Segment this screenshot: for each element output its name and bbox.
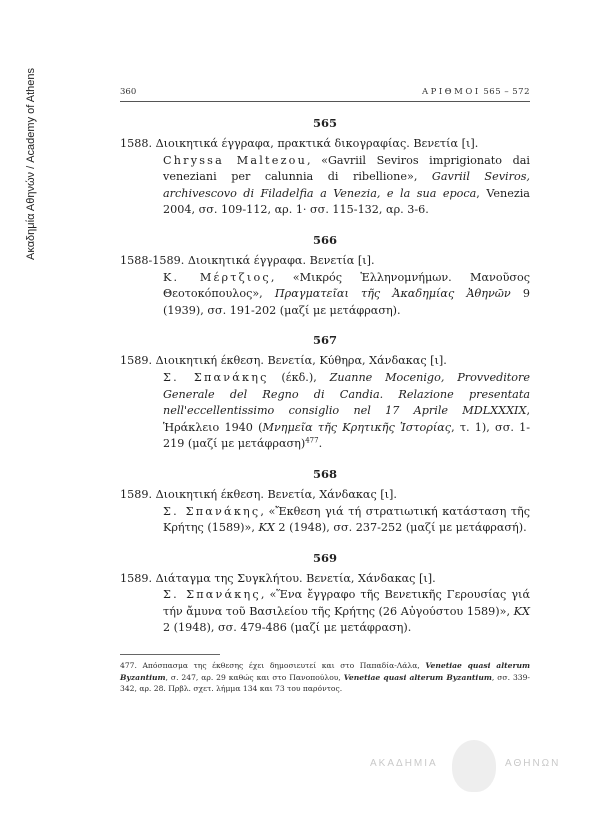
entry-citation-end: 2 (1948), σσ. 237-252 (μαζί με μετάφρασή). <box>274 521 527 535</box>
footnote-text: , σ. 247, αρ. 29 καθώς και στο Πανοπούλου, <box>165 672 344 682</box>
entry-citation: , «Ἔκθεση γιά τή στρατιωτική κατάσταση τῆς Κρήτης (1589)», <box>163 504 531 535</box>
footnote-text: 477. Απόσπασμα της έκθεσης έχει δημοσιευτεί και στο Παπαδία-Λάλα, <box>120 661 426 670</box>
entry-text <box>120 253 530 319</box>
footnote-work: Venetiae quasi alterum Byzantium <box>120 661 530 682</box>
page-number: 360 <box>120 87 137 97</box>
entry-title: Zuanne Mocenigo, Provveditore Generale del Regno di Candia. Relazione presentata nell'eccellentissimo consiglio nel 17 Aprile MDLXXXIX <box>163 370 531 418</box>
footnote-work: Venetiae quasi alterum Byzantium <box>343 672 492 682</box>
entry-author: Σ. Σπανάκης <box>163 504 261 518</box>
entry-566 <box>120 233 530 319</box>
entry-heading: 1589. Διάταγμα της Συγκλήτου. Βενετία, Χάνδακας [ι]. <box>120 571 436 585</box>
entry-citation-end: 2 (1948), σσ. 479-486 (μαζί με μετάφραση). <box>163 621 412 635</box>
entry-journal: ΚΧ <box>513 604 530 618</box>
entry-text <box>120 136 530 219</box>
entry-citation-end: , Venezia 2004, σσ. 109-112, αρ. 1· σσ. 115-132, αρ. 3-6. <box>163 186 530 217</box>
entry-journal: ΚΧ <box>258 521 275 535</box>
entry-heading: 1589. Διοικητική έκθεση. Βενετία, Κύθηρα, Χάνδακας [ι]. <box>120 354 447 368</box>
sidebar-label: Ακαδημία Αθηνών / Academy of Athens <box>25 67 37 260</box>
entry-citation: (έκδ.), <box>268 370 330 384</box>
entry-title: Πραγματεῖαι τῆς Ἀκαδημίας Ἀθηνῶν <box>274 287 511 301</box>
page-header <box>120 85 530 99</box>
watermark-left: ΑΚΑΔΗΜΙΑ <box>370 758 438 769</box>
entry-citation: , «Μικρός Ἑλληνομνήμων. Μανοῦσος Θεοτοκόπουλος», <box>163 270 531 301</box>
entry-number: 565 <box>312 116 337 130</box>
running-range: 565 – 572 <box>483 87 530 97</box>
entry-author: Σ. Σπανάκης <box>163 588 261 602</box>
running-header <box>422 87 530 97</box>
entry-author: Σ. Σπανάκης <box>163 370 269 384</box>
entry-citation-end: , τ. 1), σσ. 1-219 (μαζί με μετάφραση) <box>163 420 530 451</box>
entry-author: Chryssa Maltezou <box>163 153 308 167</box>
entry-568 <box>120 467 530 537</box>
running-title: ΑΡΙΘΜΟΙ <box>421 87 481 97</box>
entry-text <box>120 353 530 453</box>
footnote-ref[interactable]: 477 <box>305 436 319 445</box>
entry-heading: 1588-1589. Διοικητικά έγγραφα. Βενετία [ι]. <box>120 253 375 267</box>
entry-text <box>120 487 530 537</box>
entry-569 <box>120 551 530 637</box>
entry-citation-end: 9 (1939), σσ. 191-202 (μαζί με μετάφραση). <box>163 287 530 317</box>
entry-period: . <box>318 437 323 451</box>
watermark-right: ΑΘΗΝΩΝ <box>505 758 561 769</box>
entry-citation: , «Ἕνα ἔγγραφο τῆς Βενετικῆς Γερουσίας γιά τήν ἄμυνα τοῦ Βασιλείου τῆς Κρήτης (26 Αὐγούστου 1589)», <box>163 588 531 618</box>
archive-sidebar <box>25 30 43 260</box>
entry-citation-mid: , Ἡράκλειο 1940 ( <box>163 404 530 434</box>
entry-title: Gavriil Seviros, archivescovo di Filadelfia a Venezia, e la sua epoca <box>163 170 530 200</box>
page-body <box>120 85 530 637</box>
entry-citation: , «Gavriil Seviros imprigionato dai veneziani per calunnia di ribellione», <box>163 153 530 184</box>
footnote-477 <box>120 660 530 695</box>
entry-567 <box>120 333 530 453</box>
footnote-text: , σσ. 339-342, αρ. 28. Πρβλ. σχετ. λήμμα 134 και 73 του παρόντος. <box>120 672 531 693</box>
header-rule <box>120 101 530 102</box>
entry-565 <box>120 116 530 219</box>
entry-number: 566 <box>312 232 337 247</box>
footnote-rule <box>120 654 220 655</box>
entry-number: 567 <box>312 333 337 348</box>
entry-number: 568 <box>312 466 337 481</box>
athena-head-icon <box>452 740 496 792</box>
entry-author: Κ. Μέρτζιος <box>163 270 271 284</box>
entry-series: Μνημεῖα τῆς Κρητικῆς Ἱστορίας <box>262 420 452 434</box>
entry-number: 569 <box>312 550 337 565</box>
entry-text <box>120 571 530 637</box>
entry-heading: 1588. Διοικητικά έγγραφα, πρακτικά δικογραφίας. Βενετία [ι]. <box>120 137 479 150</box>
entry-heading: 1589. Διοικητική έκθεση. Βενετία, Χάνδακας [ι]. <box>120 487 397 501</box>
academy-watermark <box>370 740 570 800</box>
